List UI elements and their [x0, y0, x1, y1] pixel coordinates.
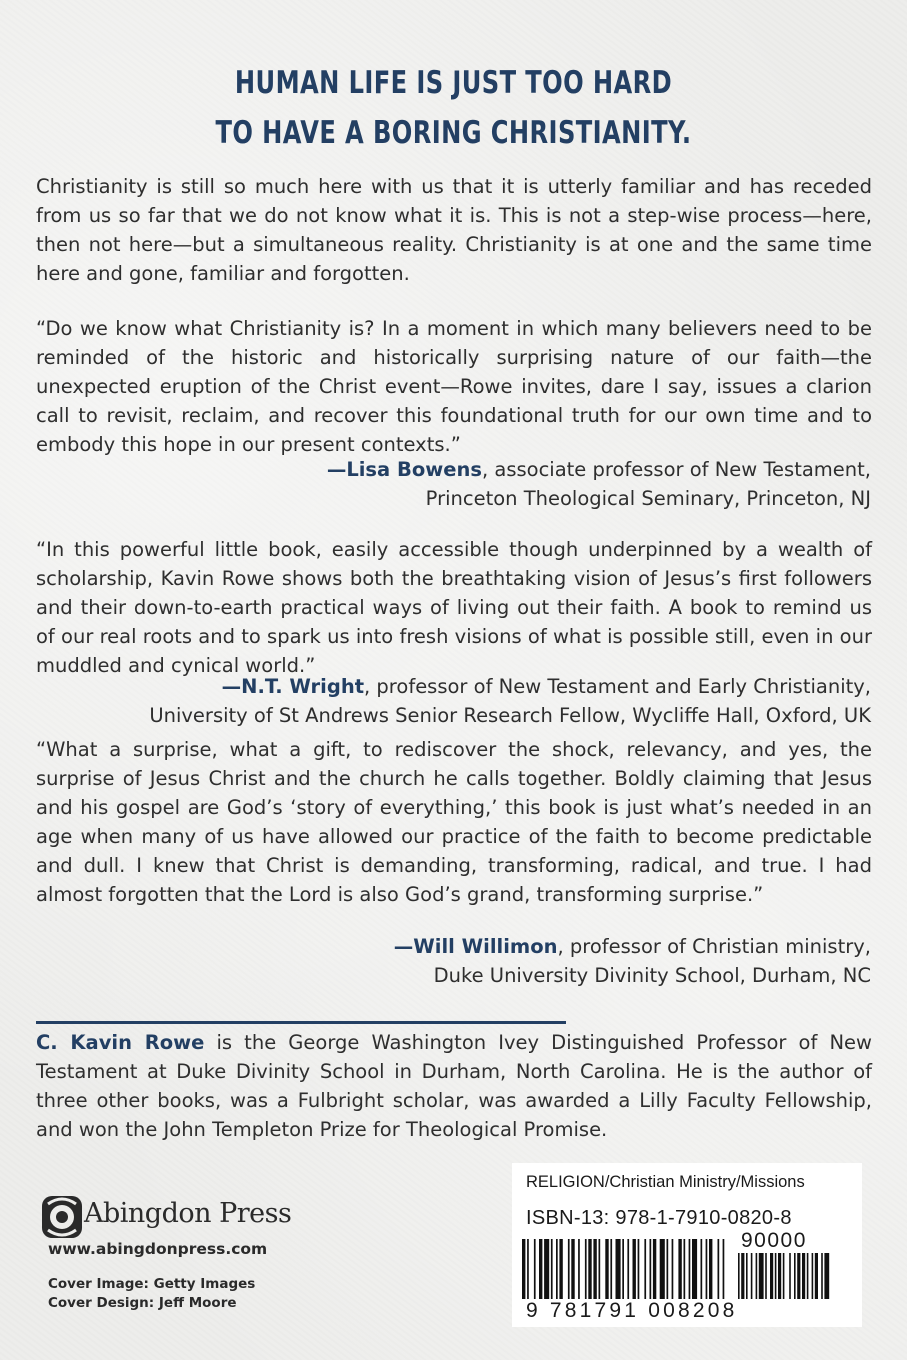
publisher-url[interactable]: www.abingdonpress.com — [48, 1240, 268, 1258]
publisher-logo — [40, 1192, 340, 1242]
endorsement-quote-2: “In this powerful little book, easily accessible though underpinned by a wealth of scholarship, Kavin Rowe shows both the breathtaking vision of Jesus’s first followers and their down-to-earth practical ways of living out their faith. A book to remind us of our real roots and to spark us into fresh visions of what is possible still, even in our muddled and cynical world.” — [36, 538, 872, 677]
headline-line-1: HUMAN LIFE IS JUST TOO HARD — [234, 65, 673, 101]
endorsement-attribution-1 — [327, 455, 871, 513]
endorser-role-2: , professor of New Testament and Early Christianity, — [364, 675, 871, 698]
endorsement-quote-1: “Do we know what Christianity is? In a moment in which many believers need to be reminded of the historic and historically surprising nature of our faith—the unexpected eruption of the Christ event—Rowe invites, dare I say, issues a clarion call to revisit, reclaim, and recover this foundational truth for our own time and to embody this hope in our present contexts.” — [36, 317, 872, 456]
endorser-affiliation-2: University of St Andrews Senior Research Fellow, Wycliffe Hall, Oxford, UK — [149, 704, 871, 727]
divider-rule — [36, 1021, 566, 1024]
barcode-box — [512, 1163, 862, 1327]
abingdon-logo-icon — [40, 1192, 86, 1242]
endorser-affiliation-1: Princeton Theological Seminary, Princeton, NJ — [425, 487, 871, 510]
headline-line-2: TO HAVE A BORING CHRISTIANITY. — [215, 115, 692, 151]
author-bio — [36, 1028, 872, 1144]
cover-design-credit: Cover Design: Jeff Moore — [48, 1295, 237, 1311]
endorsement-attribution-2 — [149, 672, 871, 730]
cover-image-credit: Cover Image: Getty Images — [48, 1276, 256, 1292]
barcode-digits: 9 781791 008208 — [526, 1299, 738, 1322]
isbn-label: ISBN-13: 978-1-7910-0820-8 — [526, 1207, 792, 1229]
endorser-affiliation-3: Duke University Divinity School, Durham, NC — [433, 964, 871, 987]
endorser-name-1: —Lisa Bowens — [326, 458, 482, 481]
endorser-role-3: , professor of Christian ministry, — [557, 935, 871, 958]
price-code: 90000 — [738, 1229, 810, 1253]
headline — [100, 58, 807, 158]
publisher-name: Abingdon Press — [84, 1198, 292, 1229]
bisac-category: RELIGION/Christian Ministry/Missions — [526, 1173, 805, 1191]
author-name: C. Kavin Rowe — [36, 1031, 205, 1054]
cover-credits — [48, 1275, 255, 1313]
author-bio-text: is the George Washington Ivey Distinguished Professor of New Testament at Duke Divinity School in Durham, North Carolina. He is the author of three other books, was a Fulbright scholar, was awarded a Lilly Faculty Fellowship, and won the John Templeton Prize for Theological Promise. — [36, 1031, 873, 1141]
intro-paragraph: Christianity is still so much here with us that it is utterly familiar and has receded from us so far that we do not know what it is. This is not a step-wise process—here, then not here—but a simultaneous reality. Christianity is at one and the same time here and gone, familiar and forgotten. — [36, 175, 872, 285]
endorser-name-2: —N.T. Wright — [221, 675, 365, 698]
endorsement-attribution-3 — [394, 932, 871, 990]
endorser-role-1: , associate professor of New Testament, — [481, 458, 871, 481]
endorser-name-3: —Will Willimon — [393, 935, 558, 958]
endorsement-quote-3: “What a surprise, what a gift, to rediscover the shock, relevancy, and yes, the surprise of Jesus Christ and the church he calls together. Boldly claiming that Jesus and his gospel are God’s ‘story of everything,’ this book is just what’s needed in an age when many of us have allowed our practice of the faith to become predictable and dull. I knew that Christ is demanding, transforming, radical, and true. I had almost forgotten that the Lord is also God’s grand, transforming surprise.” — [36, 738, 872, 906]
